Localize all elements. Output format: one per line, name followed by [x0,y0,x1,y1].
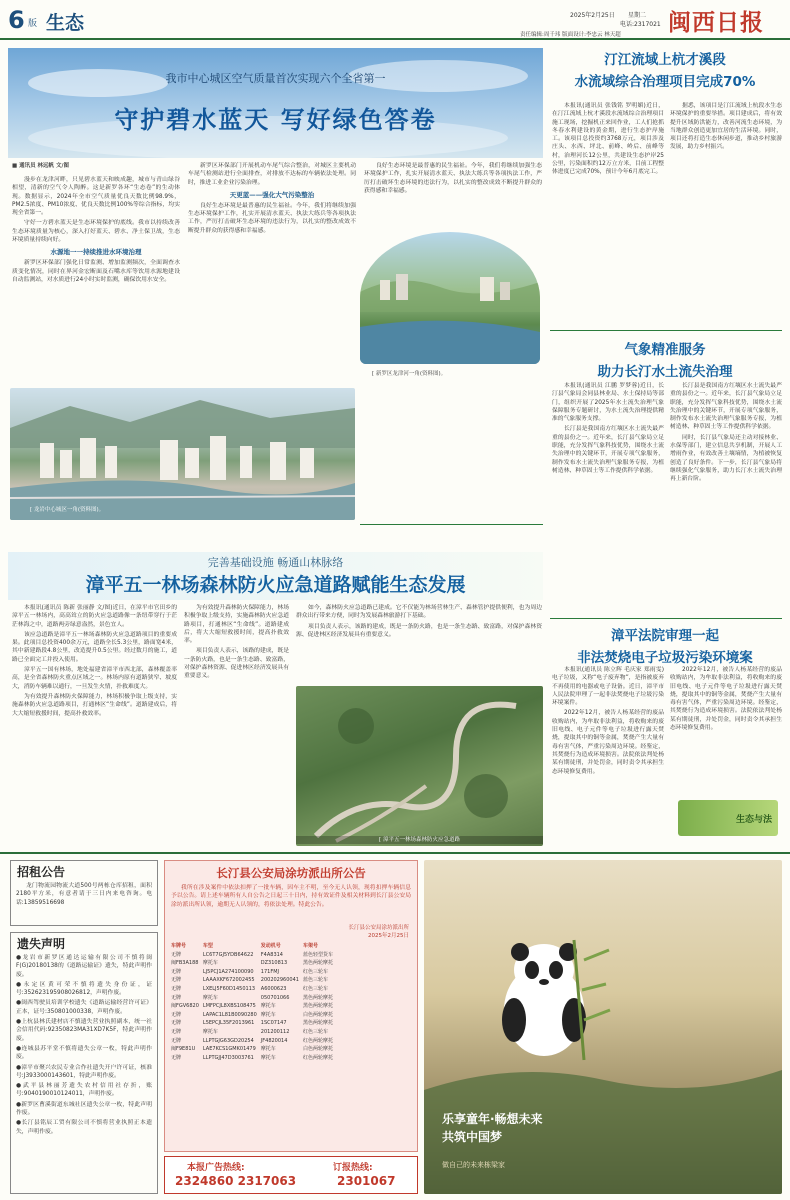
story5-headline-1: 漳平法院审理一起 [611,628,719,644]
city-scene-graphic [10,388,355,520]
story1-col2 [188,162,356,327]
photo1-caption: [ 龙岩中心城区一角(资料图)。 [30,507,105,513]
vehicle-table-cell: 200202960041 [260,977,299,984]
vehicle-table-cell: 摩托车 [260,1011,276,1018]
vehicle-table-cell: 050701066 [260,994,290,1001]
lost-notice-ad [10,932,158,1194]
vehicle-table-cell: 摩托车 [260,1046,276,1053]
vehicle-table-cell: 蓝色轻型货车 [302,951,333,958]
vehicle-table-cell: 蓝色三轮车 [302,977,328,984]
vehicle-table-row [169,1011,335,1020]
vehicle-table-cell: 无牌 [171,951,182,958]
story1-banner [8,48,543,158]
story3-col1 [552,102,664,324]
story3-headline-1: 汀江流域上杭才溪段 [604,52,726,68]
vehicle-table-cell: 白色两轮摩托 [302,1011,333,1018]
story2-headline: 漳平五一林场森林防火应急道路赋能生态发展 [85,574,466,596]
story2-paragraph: 项目负责人表示，该路的建成，既是一条防火路，也是一条生态路、致富路，对保护森林资源、促进林区经济发展具有重要意义。 [296,623,542,638]
vehicle-table-cell: LMFPCJL8XBS108475 [202,1003,256,1010]
lost-notice-item: ●漳平市聚兴农民专业合作社遗失开户许可证，核准号:J3933000143601，特此声明作废。 [16,1064,152,1079]
vehicle-table [169,942,335,1062]
lost-notice-item: ●武平县林丽芳遗失农村信用社存折，账号:9040190010124011，声明作废。 [16,1083,152,1098]
vehicle-table-cell: 无牌 [171,1054,182,1061]
issue-date: 2025年2月25日 [570,12,615,19]
vehicle-table-cell: 无牌 [171,977,182,984]
vehicle-table-cell: 红色三轮车 [302,1028,328,1035]
city-photo [10,388,355,520]
story5-headline-2: 非法焚烧电子垃圾污染环境案 [577,650,753,666]
story5-head [548,624,782,664]
vehicle-table-cell: 201200112 [260,1028,290,1035]
vehicle-table-cell: 黑色两轮摩托 [302,1020,333,1027]
panda-promo-ad [424,860,782,1194]
vehicle-table-cell: 白色两轮摩托 [302,1046,333,1053]
vehicle-table-cell: 黑色两轮摩托 [302,1003,333,1010]
page-header [0,0,790,40]
vehicle-table-cell: 无牌 [171,1037,182,1044]
vehicle-table-row [169,968,335,977]
vehicle-table-cell: 无牌 [171,968,182,975]
ad-hotline-label: 本报广告热线: [187,1163,245,1173]
lost-notice-list [11,954,157,1136]
police-notice-signature: 长汀县公安局涂坊派出所 2025年2月25日 [348,925,409,939]
story2-paragraph: 为有效提升森林防火保障能力，林场积极争取上级支持，实施森林防火应急道路项目，打通林区“生命线”。道路建成后，将大大缩短救援时间，提高扑救效率。 [184,605,289,645]
story4-head [548,338,782,378]
vehicle-table-cell: 闽FGV6820 [171,1003,199,1010]
vehicle-table-cell: 黑色两轮摩托 [302,994,333,1001]
forest-road-photo [296,686,543,846]
story1-subhead: 天更蓝——强化大气污染整治 [229,190,315,199]
vehicle-table-row [169,1028,335,1037]
story1-paragraph: 良好生态环境是最普惠的民生福祉。今年，我们将继续加强生态环境保护工作，扎实开展清水蓝天、执法大练兵等各项执法工作，严厉打击破坏生态环境的违法行为，以扎实的整改成效不断提升群众的获得感和幸福感。 [188,202,356,234]
divider [550,330,782,331]
vehicle-table-cell: 摩托车 [202,1028,218,1035]
story2-paragraph: 漳平五一国有林场，地处福建省漳平市西北部，森林覆盖率高，是全省森林防火重点区域之一。林场内原有道路狭窄、坡度大，消防车辆难以通行，一旦发生火情，扑救难度大。 [12,667,177,690]
sub-hotline-number: 2301067 [337,1174,396,1188]
hotline-bar [164,1156,418,1194]
vehicle-table-row [169,1045,335,1054]
story2-kicker: 完善基础设施 畅通山林脉络 [207,556,344,569]
river-photo [360,232,540,364]
story1-headline: 守护碧水蓝天 写好绿色答卷 [114,106,437,134]
story4-headline-1: 气象精准服务 [624,342,706,358]
story5-paragraph: 2022年12月，被告人杨某经营的废品收购站内，为牟取非法利益，将收购来的废旧电线、电子元件等电子垃圾进行露天焚烧，提取其中的铜等金属，焚烧产生大量有毒有害气体，严重污染周边环境。经鉴定，其焚烧行为造成环境损害。法院依法判处杨某有期徒刑，并处罚金，同时责令其承担生态环境修复费用。 [670,667,782,732]
vehicle-table-row [169,985,335,994]
story1-paragraph: 新罗区环保部门开展机动车尾气综合整治，对城区主要机动车尾气检测站进行全面排查，对排放不达标的车辆依法处理。同时，推进工业企业污染治理。 [188,163,356,186]
story2-paragraph: 为有效提升森林防火保障能力，林场积极争取上级支持，实施森林防火应急道路项目，打通林区“生命线”。道路建成后，将大大缩短救援时间，提高扑救效率。 [12,693,177,717]
section-title: 生态 [46,12,85,34]
vehicle-table-cell: 红色三轮车 [302,968,328,975]
story2-byline: 本报讯(通讯员 陈新 张丽静 文/图)近日，在漳平市官田乡的漳平五一林场内，高高耸立的防火应急道路像一条纽带穿行于茫茫林海之中，道路两旁绿意盎然，景色宜人。 [12,605,177,628]
lost-notice-item: ●上杭县林氏建材店不慎遗失营业执照副本，统一社会信用代码:92350823MA31XD7K5F，特此声明作废。 [16,1019,152,1042]
vehicle-table-cell: 无牌 [171,985,182,992]
vehicle-table-cell: JF4820014 [260,1037,288,1044]
story3-headline-2: 水流域综合治理项目完成70% [574,74,756,90]
vehicle-table-row [169,959,335,968]
vehicle-table-cell: 闽F9E81U [171,1046,196,1053]
vehicle-table-cell: 171FMJ [260,968,279,975]
recruit-ad [10,860,158,926]
vehicle-table-row [169,994,335,1003]
story3-paragraph: 据悉，该项目是汀江流域上杭段水生态环境保护的重要举措。项目建成后，将有效提升区域防洪能力，改善河流生态环境，为当地群众创造更加宜居的生活环境。同时，项目还将打造生态休闲步道，推动乡村旅游发展，助力乡村振兴。 [670,103,782,151]
lost-notice-title: 遗失声明 [17,937,66,951]
story4-headline-2: 助力长汀水土流失治理 [597,364,733,380]
promo-subtitle: 共筑中国梦 [442,1130,503,1144]
vehicle-table-header-cell: 车牌号 [171,943,187,949]
newspaper-logo: 闽西日报 [668,9,764,36]
lost-notice-item: ●永定区黄可荣不慎将遗失身份证，证号:352623195908026812，声明作废。 [16,981,152,997]
story3-head [548,48,782,100]
vehicle-table-row [169,1002,335,1011]
story1-paragraph: 守好一方碧水蓝天是生态环境保护的底线。我市以持续改善生态环境质量为核心，深入打好蓝天、碧水、净土保卫战，生态环境质量持续向好。 [12,220,180,244]
vehicle-table-cell: 摩托车 [202,960,218,967]
forest-photo-caption: [ 漳平五一林场森林防火应急道路 [296,836,543,844]
story4-paragraph: 本报讯(通讯员 江鹏 罗梦蓉)近日，长汀县气象局会同县林业局、水土保持局等部门，组织开展了2025年水土流失治理气象保障服务专题研讨，为水土流失治理提供精准的气象服务支撑。 [552,383,664,423]
story4-paragraph: 长汀县是我国南方红壤区水土流失最严重的县份之一。近年来，长汀县气象局立足职能，充分发挥气象科技优势，围绕水土流失治理中的关键环节，开展专项气象服务，制作发布水土流失治理气象服务专报，为植树造林、种草固土等工作提供科学依据。 [552,426,664,474]
story1-col3 [364,162,542,230]
story1-byline: ■ 通讯员 林远帆 文/图 [12,163,69,169]
lost-notice-item: ●龙岩市新罗区通达运输有限公司不慎将闽F(G)20180138的《道路运输证》遗失，特此声明作废。 [16,955,152,978]
issue-weekday: 星期二 [628,12,647,19]
ads-divider [0,852,790,854]
promo-tagline: 做自己的未来栋梁家 [442,1161,505,1169]
story4-col1 [552,382,664,614]
story5-col1 [552,666,664,844]
story3-col2 [670,102,782,324]
forest-road-graphic [296,686,543,846]
vehicle-table-cell: 黑色两轮摩托 [302,960,333,967]
vehicle-table-cell: 摩托车 [202,994,218,1001]
vehicle-table-cell: F4A8314 [260,951,283,958]
divider [360,524,543,525]
vehicle-table-row [169,1054,335,1063]
story1-paragraph: 良好生态环境是最普惠的民生福祉。今年，我们将继续加强生态环境保护工作，扎实开展清水蓝天、执法大练兵等各项执法工作，严厉打击破坏生态环境的违法行为，以扎实的整改成效不断提升群众的获得感和幸福感。 [364,163,542,194]
panda-icon [502,943,586,1056]
story5-paragraph: 2022年12月，被告人杨某经营的废品收购站内，为牟取非法利益，将收购来的废旧电线、电子元件等电子垃圾进行露天焚烧，提取其中的铜等金属，焚烧产生大量有毒有害气体，严重污染周边环境。经鉴定，其焚烧行为造成环境损害。法院依法判处杨某有期徒刑，并处罚金，同时责令其承担生态环境修复费用。 [552,710,664,775]
issue-phone: 电话:2317021 [620,21,661,28]
vehicle-table-cell: 摩托车 [260,1003,276,1010]
police-notice-title: 长汀县公安局涂坊派出所公告 [216,866,366,880]
vehicle-table-cell: 无牌 [171,1020,182,1027]
lost-notice-item: ●连城县苏平堂不慎将遗失公章一枚，特此声明作废。 [16,1045,152,1061]
lost-notice-item: ●闽西驾驶员培训学校遗失《道路运输经营许可证》正本，证号:350801000338，声明作废。 [16,1000,152,1015]
story2-col1 [12,604,177,844]
sub-hotline-label: 订报热线: [333,1163,373,1173]
vehicle-table-cell: 红色两轮摩托 [302,1054,333,1061]
lost-notice-item: ●长汀县铭辰工贸有限公司不慎将营业执照正本遗失，声明作废。 [16,1120,152,1135]
vehicle-table-body [169,951,335,1063]
story4-paragraph: 长汀县是我国南方红壤区水土流失最严重的县份之一。近年来，长汀县气象局立足职能，充分发挥气象科技优势，围绕水土流失治理中的关键环节，开展专项气象服务，制作发布水土流失治理气象服务专报，为植树造林、种草固土等工作提供科学依据。 [670,383,782,431]
vehicle-table-row [169,1019,335,1028]
page-number: 6 [8,6,25,34]
vehicle-table-cell: 无牌 [171,1011,182,1018]
recruit-ad-title: 招租公告 [17,865,66,879]
vehicle-table-cell: A6000623 [260,985,287,992]
vehicle-table-cell: LLPTGJJ47D3003761 [202,1054,254,1061]
vehicle-table-cell: L5EPCJL35F2013961 [202,1020,255,1027]
vehicle-table-cell: LXELJ5F60D1450113 [202,985,256,992]
story1-subhead: 水源地一一持续推进水环境治理 [50,248,142,257]
vehicle-table-cell: LC6T7GJ5YDB64622 [202,951,254,958]
story1-col1 [12,162,180,382]
lost-notice-item: ●新罗区曹溪街道东城社区遗失公章一枚，特此声明作废。 [16,1101,152,1117]
vehicle-table-header [169,942,335,951]
vehicle-table-row [169,976,335,985]
story2-paragraph: 项目负责人表示，该路的建成，既是一条防火路，也是一条生态路、致富路，对保护森林资源、促进林区经济发展具有重要意义。 [184,648,289,680]
police-notice-body: 我所在涉及案件中依法扣押了一批车辆，因车主不明，至今无人认领，现将扣押车辆信息予以公告。请上述车辆所有人自公告之日起三十日内，持有效证件及相关材料到长汀县公安局涂坊派出所认领，逾期无人认领的，将依法处理。特此公告。 [171,885,411,908]
story2-col2 [184,604,289,754]
police-notice-ad [164,860,418,1152]
vehicle-table-cell: LAE7KCS1GMK01479 [202,1046,256,1053]
eco-law-stamp-text: 生态与法 [735,815,772,825]
vehicle-table-cell: LLPTGJG63GD20254 [202,1037,254,1044]
ad-hotline-number: 2324860 2317063 [175,1174,297,1188]
vehicle-table-cell: 红色两轮摩托 [302,1037,333,1044]
story2-paragraph: 该应急道路是漳平五一林场森林防火应急道路项目的重要成果。此项目总投资400余万元，道路全长5.3公里，路面宽4米，其中新建路段4.8公里，改造提升0.5公里。经过数月的施工，道路已全面完工并投入使用。 [12,631,177,663]
story5-col2 [670,666,782,794]
vehicle-table-row [169,951,335,960]
story4-paragraph: 同时，长汀县气象局还主动对接林业、水保等部门，建立信息共享机制，开展人工增雨作业，有效改善土壤墒情，为植被恢复创造了良好条件。下一步，长汀县气象局将继续强化气象服务，助力长汀水土流失治理再上新台阶。 [670,434,782,483]
vehicle-table-cell: 无牌 [171,994,182,1001]
eco-law-stamp [678,800,778,836]
story1-paragraph: 新罗区环保部门强化日常监测、增加监测频次，全面调查水质变化情况，同时在界河金宏断面及石嘴水库等饮用水源地建设自动监测站，对水质进行24小时实时监测，确保饮用水安全。 [12,260,180,283]
vehicle-table-row [169,1037,335,1046]
river-scene-graphic [360,232,540,364]
vehicle-table-cell: 摩托车 [260,1054,276,1061]
vehicle-table-cell: DZ310813 [260,960,288,967]
story2-paragraph: 如今，森林防火应急道路已建成。它不仅能为林场营林生产、森林管护提供便利，也为周边群众出行带来方便，同时为发展森林旅游打下基础。 [296,605,542,620]
story1-kicker: 我市中心城区空气质量首次实现六个全省第一 [165,72,386,85]
vehicle-table-cell: 红色三轮车 [302,985,328,992]
promo-title: 乐享童年·畅想未来 [442,1112,543,1126]
vehicle-table-cell: LAAAXKF672002455 [202,977,255,984]
story1-paragraph: 漫步在龙津河畔，只见碧水蓝天和映成趣，城市与青山绿谷相望，清新的空气令人陶醉。这是新罗各环“生态卷”的生动体现。数据显示，2024年全市空气质量优良天数比例98.9%，PM2.5浓度、PM10浓度、优良天数比例100%等综合指标，均实现全省第一。 [12,177,180,217]
vehicle-table-cell: LAPAC1L81B0090280 [202,1011,257,1018]
story2-banner [8,552,543,600]
story5-paragraph: 本报讯(通讯员 陈立辉 毛庆家 郑雨雯)电子垃圾，又称“电子废弃物”，是指被废弃不再使用的电器或电子设备。近日，漳平市人民法院审理了一起非法焚烧电子垃圾污染环境案件。 [552,667,664,707]
story4-col2 [670,382,782,614]
vehicle-table-header-cell: 车型 [202,943,213,949]
vehicle-table-header-cell: 发动机号 [260,943,281,949]
story2-col3 [296,604,542,684]
recruit-ad-body: 龙门物流园物流大道500号两栋仓库招租，面积2180平方米，有意者请于三日内来电咨询。电话:13859516698 [16,883,152,906]
vehicle-table-cell: 无牌 [171,1028,182,1035]
story3-paragraph: 本报讯(通讯员 张钱铭 罗明媚)近日，在汀江流域上杭才溪段水流域综合治理项目施工现场，挖掘机正来回作业，工人们抢抓冬春水利建设的黄金期，进行生态护岸施工。该项目总投资约3768万元，项目涉及庄头、水西、坪北、前峰、岭后、前峰等村，治理河长12公里，共建设生态护岸25公里，污染面积约12万立方米，目前工程整体进度已完成70%，预计今年6月底完工。 [552,103,664,176]
photo2-caption: [ 新罗区龙津河一角(资料图)。 [372,371,447,377]
vehicle-table-cell: LJ5PCJ1A274100090 [202,968,254,975]
page-label: 版 [28,19,38,29]
vehicle-table-header-cell: 车架号 [302,943,318,949]
vehicle-table-cell: 1SC07147 [260,1020,287,1027]
divider [550,618,782,619]
editor-credits: 责任编辑:周千玮 版面设计:李忠云 林天超 [520,32,621,38]
vehicle-table-cell: 闽FB3A188 [171,960,199,967]
